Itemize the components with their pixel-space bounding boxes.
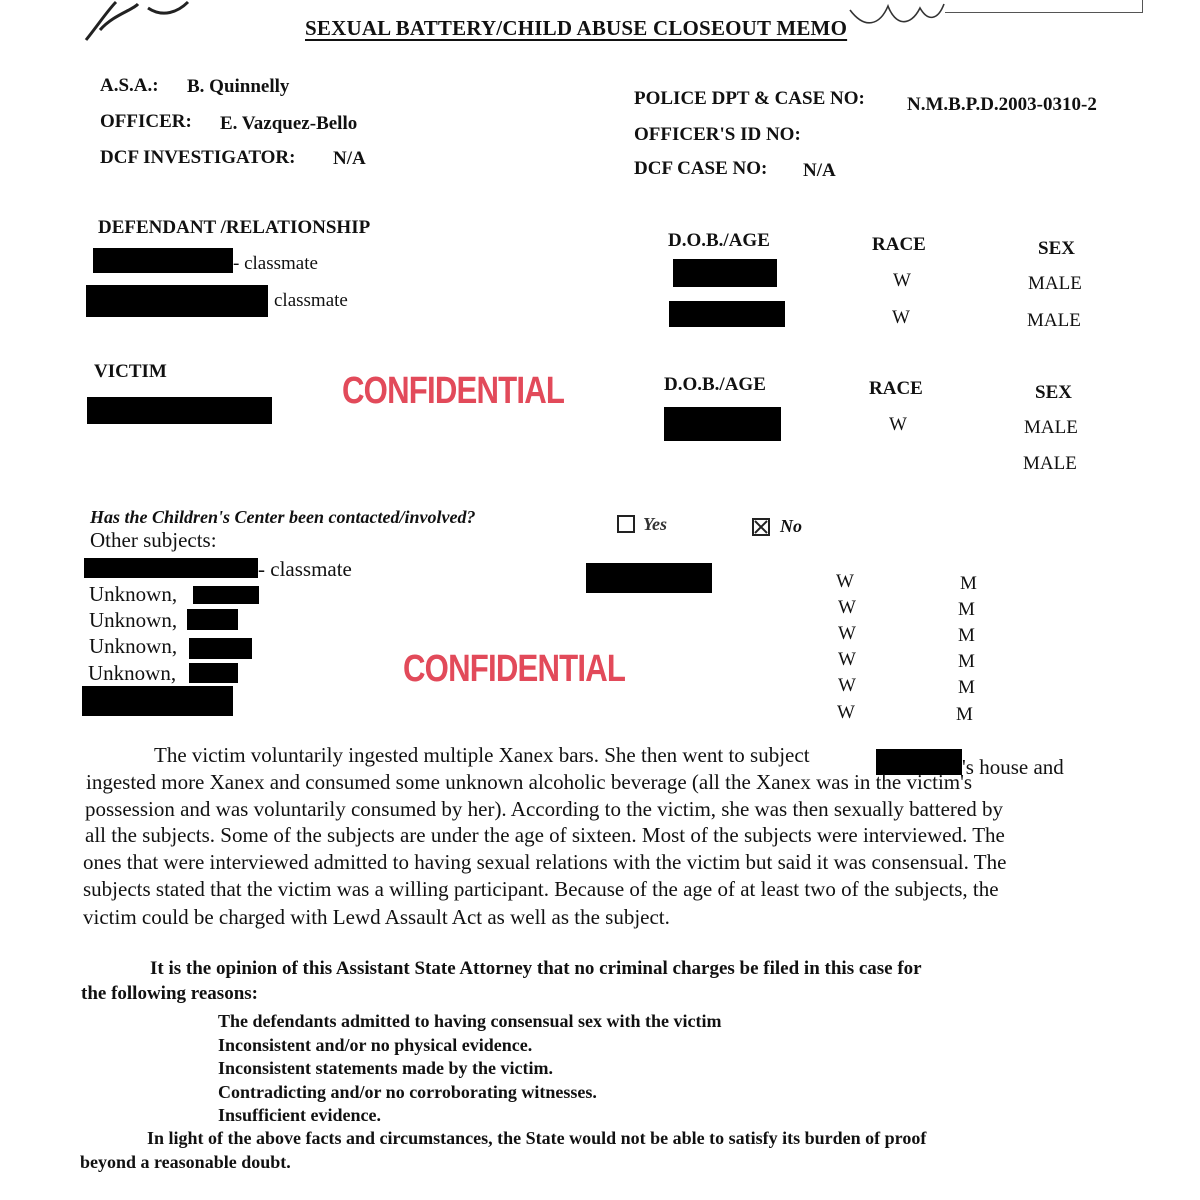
checkbox-x-mark-icon (754, 520, 768, 534)
reason-3: Inconsistent statements made by the victim. (218, 1058, 553, 1078)
defendant-heading: DEFENDANT /RELATIONSHIP (98, 217, 371, 238)
other-sex-3: M (958, 625, 975, 646)
dcf-case-label: DCF CASE NO: (634, 158, 768, 179)
victim-dob-header: D.O.B./AGE (664, 374, 766, 395)
officer-id-label: OFFICER'S ID NO: (634, 124, 801, 145)
redaction-unknown-2 (187, 609, 238, 630)
defendant-1-race: W (893, 270, 911, 291)
narrative-line-2: ingested more Xanex and consumed some unknown alcoholic beverage (all the Xanex was in the victim's (86, 770, 973, 794)
reason-2: Inconsistent and/or no physical evidence. (218, 1035, 533, 1055)
unknown-subject-2-label: Unknown, (89, 608, 178, 632)
other-race-2: W (838, 597, 856, 618)
reason-5: Insufficient evidence. (218, 1105, 381, 1125)
redaction-victim-dob (664, 407, 781, 441)
redaction-other-subject-last (82, 686, 233, 716)
dcf-case-value: N/A (803, 160, 836, 181)
redaction-defendant-1 (93, 248, 233, 273)
other-race-3: W (838, 623, 856, 644)
defendant-1-sex: MALE (1028, 273, 1082, 294)
narrative-line-1a: The victim voluntarily ingested multiple Xanex bars. She then went to subject (154, 743, 810, 767)
other-sex-6: M (956, 704, 973, 725)
handwritten-initials-mark (78, 0, 198, 45)
narrative-line-6: subjects stated that the victim was a willing participant. Because of the age of at least two of the subjects, the (83, 877, 999, 901)
defendant-2-race: W (892, 307, 910, 328)
other-sex-2: M (958, 599, 975, 620)
redaction-defendant-2 (86, 285, 268, 317)
police-case-value: N.M.B.P.D.2003-0310-2 (907, 94, 1097, 115)
defendant-race-header: RACE (872, 234, 926, 255)
dcf-investigator-value: N/A (333, 148, 366, 169)
victim-sex-2: MALE (1023, 453, 1077, 474)
defendant-2-relation: classmate (274, 290, 348, 311)
narrative-line-4: all the subjects. Some of the subjects are under the age of sixteen. Most of the subjects were interviewed. The (85, 823, 1005, 847)
redaction-defendant-2-dob (669, 301, 785, 327)
no-label: No (780, 516, 802, 536)
opinion-line-2: the following reasons: (81, 983, 258, 1004)
asa-label: A.S.A.: (100, 75, 159, 96)
other-sex-4: M (958, 651, 975, 672)
victim-race-header: RACE (869, 378, 923, 399)
redaction-other-subject-1 (84, 558, 258, 578)
other-sex-5: M (958, 677, 975, 698)
defendant-2-sex: MALE (1027, 310, 1081, 331)
victim-sex-header: SEX (1035, 382, 1072, 403)
victim-sex-1: MALE (1024, 417, 1078, 438)
defendant-sex-header: SEX (1038, 238, 1075, 259)
dcf-investigator-label: DCF INVESTIGATOR: (100, 147, 296, 168)
other-race-6: W (837, 702, 855, 723)
redaction-other-subject-1-dob (586, 563, 712, 593)
redaction-unknown-3 (189, 638, 252, 659)
top-right-box-edge (945, 0, 1143, 13)
victim-race: W (889, 414, 907, 435)
conclusion-line-1: In light of the above facts and circumstances, the State would not be able to satisfy its burden of proof (147, 1128, 927, 1148)
handwritten-signature-mark (840, 0, 950, 35)
redaction-defendant-1-dob (673, 259, 777, 287)
narrative-line-7: victim could be charged with Lewd Assault Act as well as the subject. (83, 905, 670, 929)
reason-4: Contradicting and/or no corroborating witnesses. (218, 1082, 597, 1102)
other-race-4: W (838, 649, 856, 670)
confidential-stamp-1: CONFIDENTIAL (342, 370, 565, 412)
conclusion-line-2: beyond a reasonable doubt. (80, 1152, 291, 1172)
narrative-line-1b: 's house and (962, 755, 1064, 779)
memo-title: SEXUAL BATTERY/CHILD ABUSE CLOSEOUT MEMO (305, 16, 848, 40)
asa-value: B. Quinnelly (187, 76, 290, 97)
reason-1: The defendants admitted to having consensual sex with the victim (218, 1011, 722, 1031)
officer-value: E. Vazquez-Bello (220, 113, 358, 134)
confidential-stamp-2: CONFIDENTIAL (403, 648, 626, 690)
opinion-line-1: It is the opinion of this Assistant State Attorney that no criminal charges be filed in this case for (150, 958, 922, 979)
yes-checkbox[interactable] (617, 515, 635, 533)
unknown-subject-1-label: Unknown, (89, 582, 178, 606)
police-case-label: POLICE DPT & CASE NO: (634, 88, 865, 109)
other-race-1: W (836, 571, 854, 592)
redaction-victim-name (87, 397, 272, 424)
childrens-center-question: Has the Children's Center been contacted/involved? (90, 507, 476, 527)
defendant-dob-header: D.O.B./AGE (668, 230, 770, 251)
other-sex-1: M (960, 573, 977, 594)
redaction-unknown-1 (193, 586, 259, 604)
unknown-subject-3-label: Unknown, (89, 634, 178, 658)
officer-label: OFFICER: (100, 111, 192, 132)
other-race-5: W (838, 675, 856, 696)
unknown-subject-4-label: Unknown, (88, 661, 177, 685)
other-subjects-heading: Other subjects: (90, 528, 217, 552)
defendant-1-relation: - classmate (233, 253, 318, 274)
redaction-unknown-4 (189, 663, 238, 683)
narrative-line-5: ones that were interviewed admitted to having sexual relations with the victim but said it was consensual. The (83, 850, 1007, 874)
victim-heading: VICTIM (94, 361, 167, 382)
narrative-line-3: possession and was voluntarily consumed by her). According to the victim, she was then sexually battered by (85, 797, 1003, 821)
other-subject-1-relation: - classmate (258, 557, 352, 581)
yes-label: Yes (643, 514, 667, 534)
no-checkbox[interactable] (752, 518, 770, 536)
